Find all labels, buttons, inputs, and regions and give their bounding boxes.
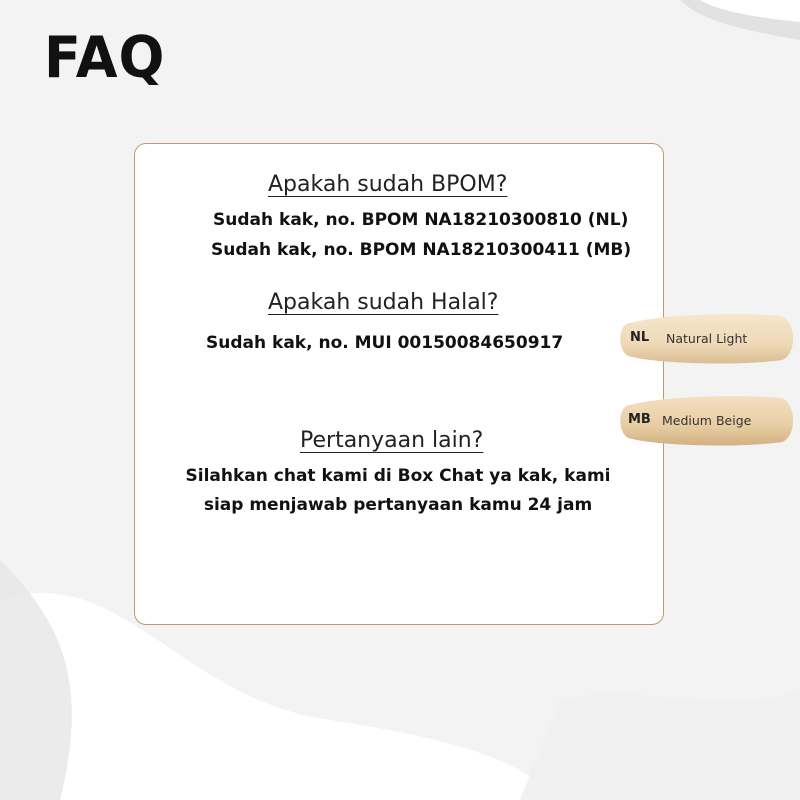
swatch-name: Natural Light [666, 331, 748, 346]
faq-answer-other-line1: Silahkan chat kami di Box Chat ya kak, kami [185, 466, 611, 486]
swatch-code: MB [628, 412, 651, 427]
swatch-code: NL [630, 330, 650, 345]
faq-answer-other-line2: siap menjawab pertanyaan kamu 24 jam [203, 495, 593, 515]
swatch-medium-beige [618, 392, 798, 450]
faq-question-halal: Apakah sudah Halal? [268, 290, 499, 315]
faq-answer-bpom-nl: Sudah kak, no. BPOM NA18210300810 (NL) [213, 210, 629, 230]
faq-question-other: Pertanyaan lain? [300, 428, 484, 453]
faq-answer-bpom-mb: Sudah kak, no. BPOM NA18210300411 (MB) [211, 240, 632, 260]
faq-question-bpom: Apakah sudah BPOM? [268, 172, 508, 197]
swatch-name: Medium Beige [662, 413, 752, 428]
page-title: FAQ [44, 24, 166, 91]
swatch-natural-light [618, 310, 798, 368]
faq-answer-halal: Sudah kak, no. MUI 00150084650917 [206, 333, 564, 353]
